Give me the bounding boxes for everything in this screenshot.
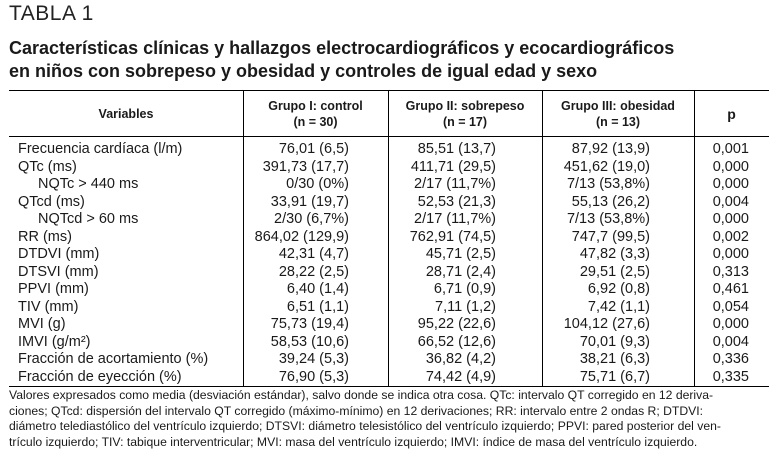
value-cell: 29,51 (2,5) — [579, 263, 650, 280]
p-value-cell: 0,461 — [712, 281, 749, 297]
value-cell: 76,01 (6,5) — [278, 141, 349, 157]
row-label: Frecuencia cardíaca (l/m) — [18, 141, 183, 157]
value-cell: 0/30 (0%) — [286, 176, 349, 192]
value-cell: 39,24 (5,3) — [278, 351, 349, 367]
p-value-cell: 0,000 — [712, 316, 749, 332]
value-cell: 28,71 (2,4) — [425, 263, 496, 280]
p-value-cell: 0,336 — [712, 351, 749, 367]
header-variables: Variables — [98, 107, 154, 121]
p-value-cell: 0,004 — [712, 193, 749, 210]
row-label: DTDVI (mm) — [18, 246, 100, 262]
footnote-line: trículo izquierdo; TIV: tabique interventricular; MVI: masa del ventrículo izquierdo; IMVI: índice de masa del ventrículo izquierdo. — [9, 434, 698, 449]
value-cell: 391,73 (17,7) — [262, 158, 349, 175]
header-p: p — [727, 106, 736, 122]
value-cell: 45,71 (2,5) — [425, 246, 496, 262]
value-cell: 36,82 (4,2) — [425, 351, 496, 367]
value-cell: 7,11 (1,2) — [435, 298, 496, 315]
p-value-cell: 0,002 — [712, 228, 749, 245]
value-cell: 33,91 (19,7) — [270, 193, 349, 210]
value-cell: 7,42 (1,1) — [587, 298, 650, 315]
p-value-cell: 0,000 — [712, 211, 749, 227]
row-label: QTc (ms) — [18, 158, 77, 175]
column-divider — [694, 90, 695, 386]
column-divider — [388, 90, 389, 386]
p-value-cell: 0,000 — [712, 158, 749, 175]
value-cell: 55,13 (26,2) — [571, 193, 650, 210]
value-cell: 95,22 (22,6) — [417, 316, 496, 332]
value-cell: 76,90 (5,3) — [278, 368, 349, 385]
row-label: PPVI (mm) — [18, 281, 89, 297]
value-cell: 6,51 (1,1) — [286, 298, 349, 315]
value-cell: 7/13 (53,8%) — [566, 211, 650, 227]
value-cell: 87,92 (13,9) — [571, 141, 650, 157]
value-cell: 75,73 (19,4) — [270, 316, 349, 332]
p-value-cell: 0,335 — [712, 368, 749, 385]
value-cell: 74,42 (4,9) — [425, 368, 496, 385]
value-cell: 42,31 (4,7) — [278, 246, 349, 262]
row-label: Fracción de acortamiento (%) — [18, 351, 209, 367]
value-cell: 411,71 (29,5) — [410, 158, 496, 175]
value-cell: 747,7 (99,5) — [571, 228, 650, 245]
value-cell: 864,02 (129,9) — [254, 228, 349, 245]
value-cell: 52,53 (21,3) — [417, 193, 496, 210]
row-label: QTcd (ms) — [18, 193, 85, 210]
row-label: TIV (mm) — [18, 298, 79, 315]
value-cell: 104,12 (27,6) — [563, 316, 650, 332]
table-footnotes — [9, 388, 771, 450]
value-cell: 75,71 (6,7) — [579, 368, 650, 385]
value-cell: 6,40 (1,4) — [286, 281, 349, 297]
value-cell: 85,51 (13,7) — [417, 141, 496, 157]
p-value-cell: 0,054 — [712, 298, 749, 315]
column-divider — [243, 90, 244, 386]
table-top-rule — [9, 90, 769, 91]
value-cell: 2/17 (11,7%) — [414, 211, 496, 227]
p-value-cell: 0,313 — [712, 263, 749, 280]
column-divider — [542, 90, 543, 386]
value-cell: 66,52 (12,6) — [417, 333, 496, 350]
table-label: TABLA 1 — [9, 2, 94, 25]
value-cell: 47,82 (3,3) — [579, 246, 650, 262]
p-value-cell: 0,000 — [712, 176, 749, 192]
value-cell: 6,92 (0,8) — [587, 281, 650, 297]
footnote-line: diámetro telediastólico del ventrículo izquierdo; DTSVI: diámetro telesistólico del ventrículo izquierdo; PPVI: pared posterior del ven- — [9, 419, 721, 433]
row-label: IMVI (g/m²) — [18, 333, 91, 350]
value-cell: 2/17 (11,7%) — [414, 176, 496, 192]
value-cell: 28,22 (2,5) — [278, 263, 349, 280]
header-group-obesidad-n: (n = 13) — [595, 115, 641, 129]
value-cell: 70,01 (9,3) — [579, 333, 650, 350]
row-label: NQTcd > 60 ms — [38, 211, 139, 227]
value-cell: 451,62 (19,0) — [563, 158, 650, 175]
p-value-cell: 0,001 — [712, 141, 749, 157]
footnote-line: Valores expresados como media (desviación estándar), salvo donde se indica otra cosa. QTc: intervalo QT corregido en 12 deriva- — [9, 388, 714, 402]
row-label: Fracción de eyección (%) — [18, 368, 182, 385]
value-cell: 58,53 (10,6) — [270, 333, 349, 350]
title-line-2: en niños con sobrepeso y obesidad y controles de igual edad y sexo — [9, 61, 598, 81]
p-value-cell: 0,004 — [712, 333, 749, 350]
header-group-sobrepeso — [388, 98, 542, 130]
p-value-cell: 0,000 — [712, 246, 749, 262]
header-group-obesidad — [542, 98, 694, 130]
header-group-control-name: Grupo I: control — [268, 99, 363, 113]
value-cell: 2/30 (6,7%) — [274, 211, 349, 227]
row-label: NQTc > 440 ms — [38, 176, 139, 192]
header-bottom-rule — [9, 136, 769, 137]
header-group-control — [243, 98, 388, 130]
header-group-sobrepeso-name: Grupo II: sobrepeso — [405, 99, 525, 113]
header-group-sobrepeso-n: (n = 17) — [442, 115, 488, 129]
value-cell: 762,91 (74,5) — [409, 228, 496, 245]
table-bottom-rule — [9, 386, 769, 387]
header-group-control-n: (n = 30) — [293, 115, 338, 129]
value-cell: 6,71 (0,9) — [433, 281, 496, 297]
footnote-line: ciones; QTcd: dispersión del intervalo QT corregido (máximo-mínimo) en 12 derivaciones; RR: intervalo entre 2 ondas R; DTDVI: — [9, 403, 704, 418]
title-line-1: Características clínicas y hallazgos electrocardiográficos y ecocardiográficos — [9, 38, 675, 58]
table-title — [9, 37, 769, 83]
row-label: DTSVI (mm) — [18, 263, 99, 280]
row-label: MVI (g) — [18, 316, 66, 332]
header-group-obesidad-name: Grupo III: obesidad — [561, 99, 675, 113]
row-label: RR (ms) — [18, 228, 72, 245]
value-cell: 7/13 (53,8%) — [566, 176, 650, 192]
value-cell: 38,21 (6,3) — [579, 351, 650, 367]
